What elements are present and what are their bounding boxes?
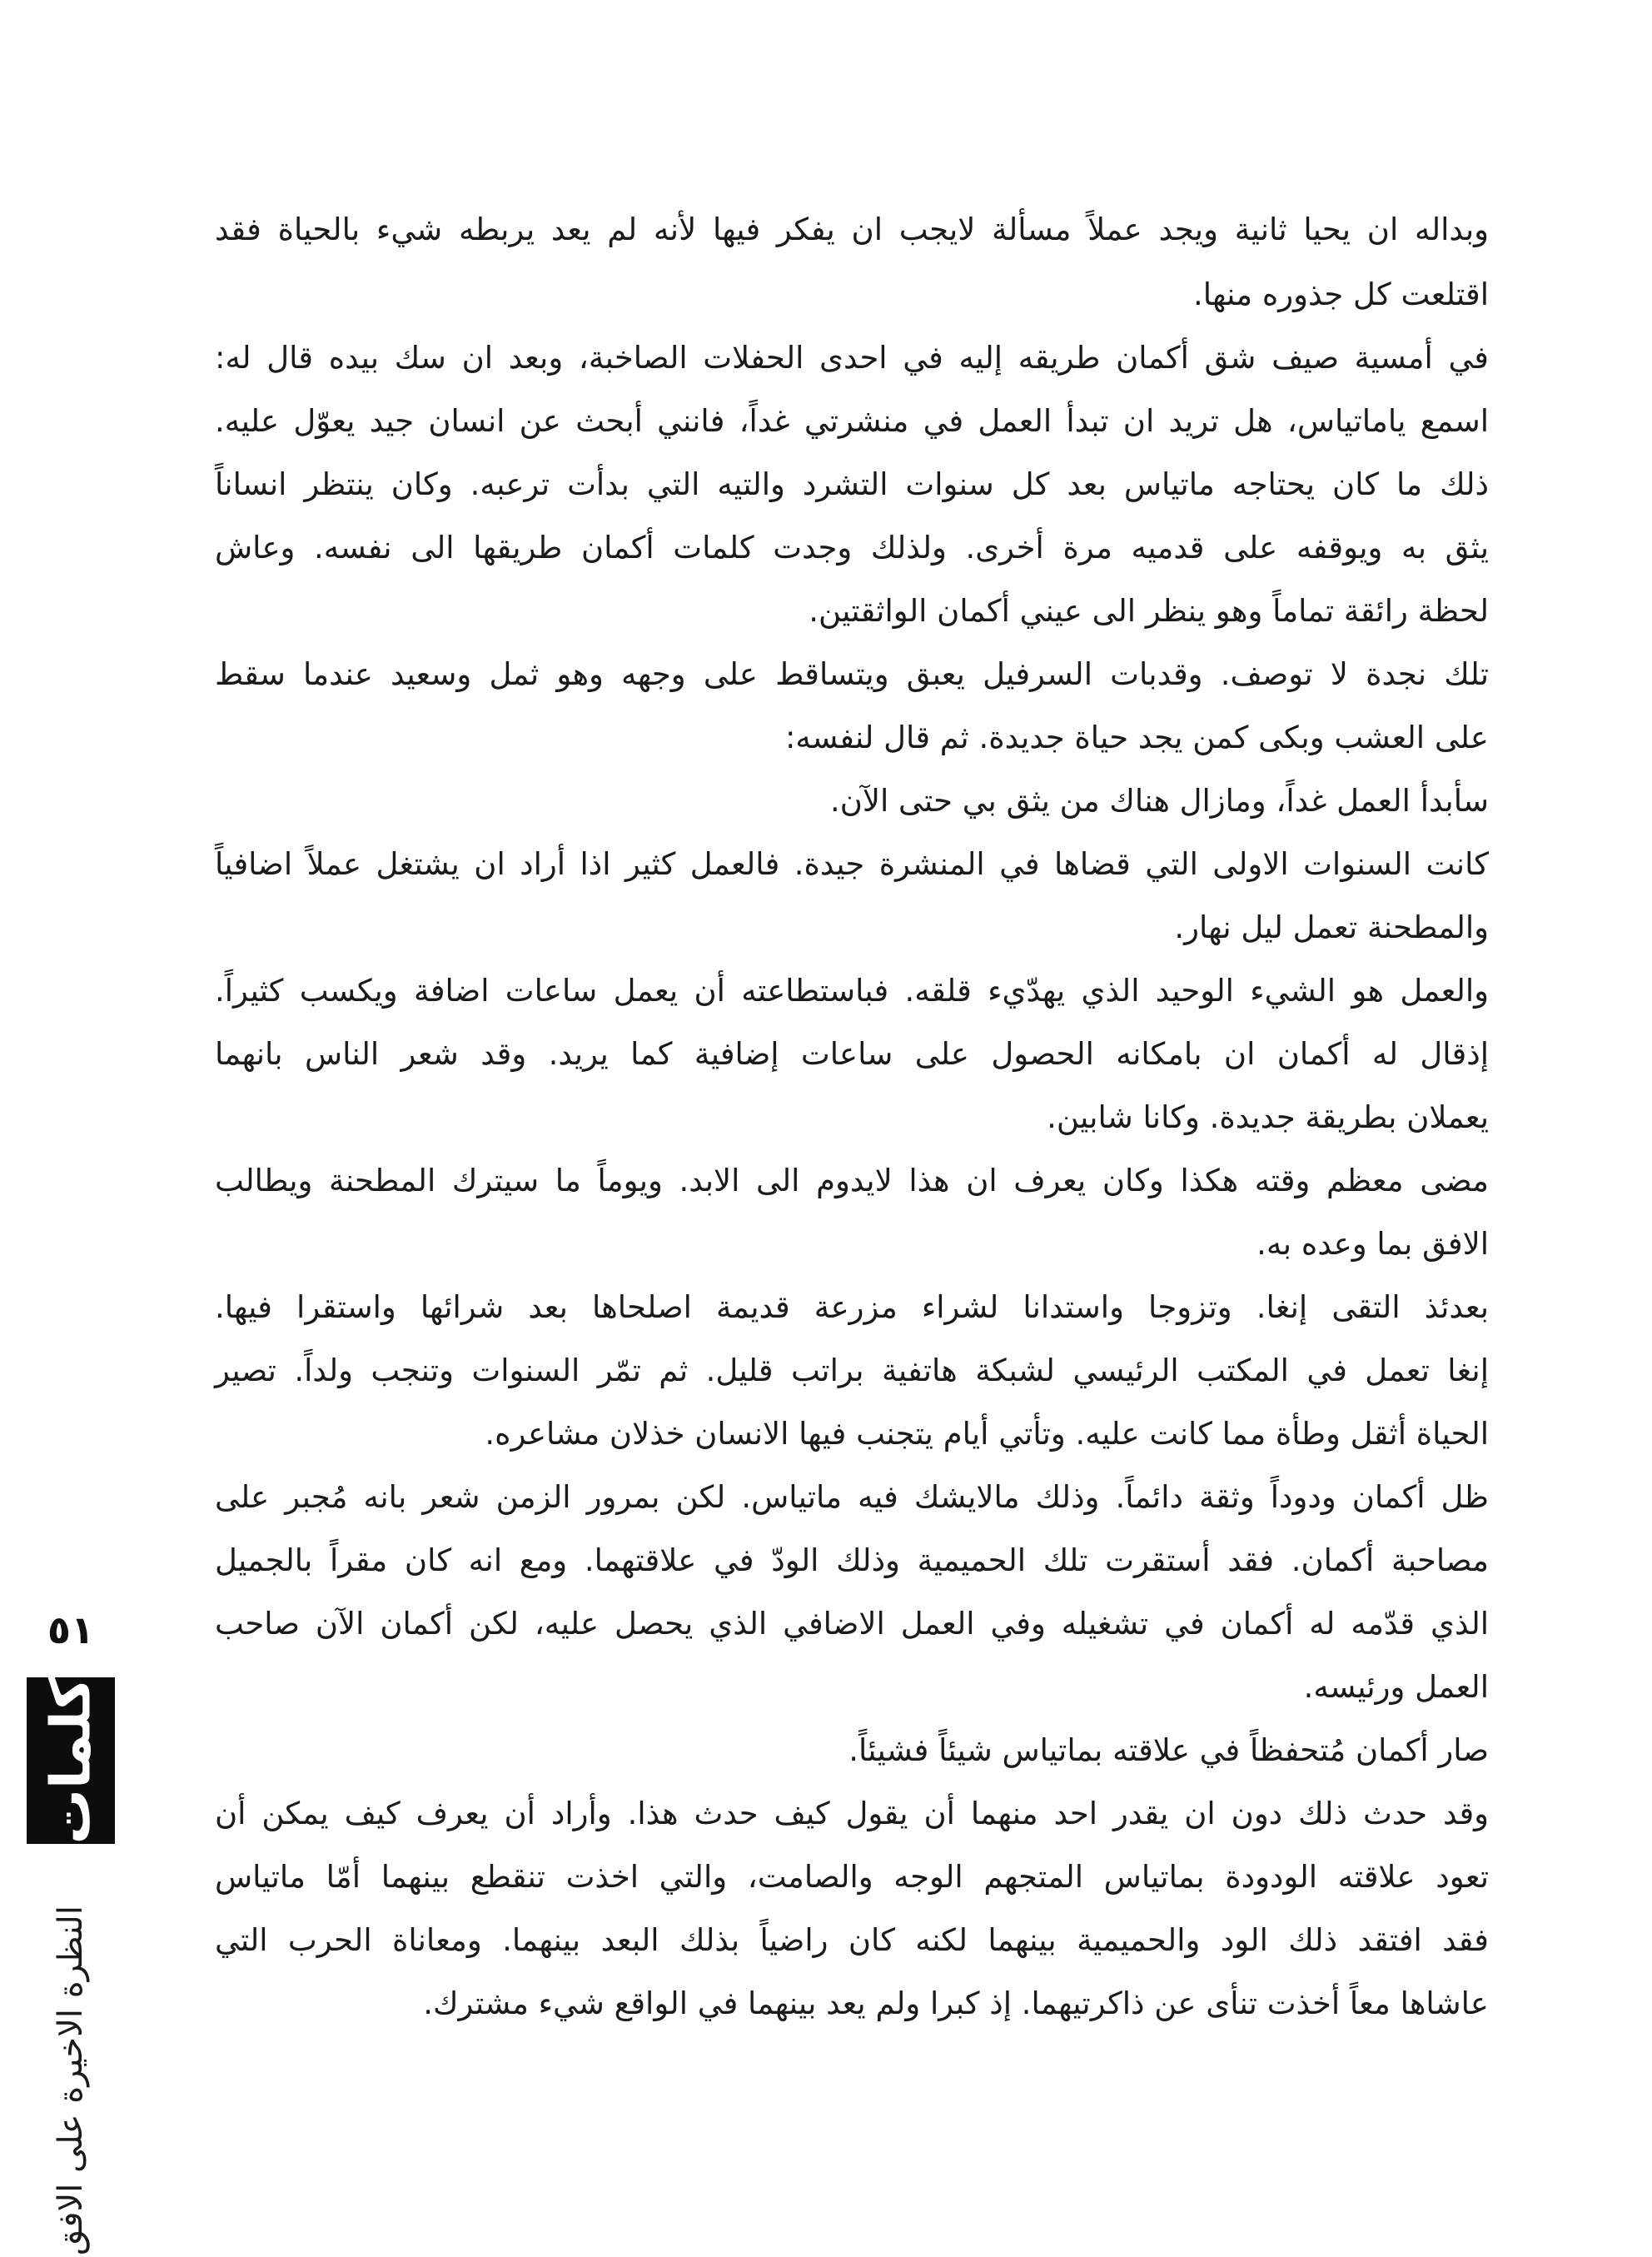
text-line: على العشب وبكى كمن يجد حياة جديدة. ثم قال لنفسه: [784, 720, 1489, 755]
text-line: مضى معظم وقته هكذا وكان يعرف ان هذا لايدوم الى الابد. ويوماً ما سيترك المطحنة ويطالب [215, 1163, 1489, 1198]
text-line: ظل أكمان ودوداً وثقة دائماً. وذلك مالايشك فيه ماتياس. لكن بمرور الزمن شعر بانه مُجبر على [215, 1479, 1489, 1515]
text-line: الافق بما وعده به. [1256, 1226, 1489, 1262]
magazine-name-tab [27, 1677, 115, 1844]
text-line: تعود علاقته الودودة بماتياس المتجهم الوجه والصامت، والتي اخذت تنقطع بينهما أمّا ماتياس [215, 1859, 1489, 1895]
text-line: اقتلعت كل جذوره منها. [1193, 277, 1489, 312]
page-number: ٥١ [47, 1607, 95, 1652]
text-line: والعمل هو الشيء الوحيد الذي يهدّيء قلقه. فباستطاعته أن يعمل ساعات اضافة ويكسب كثيراً. [215, 973, 1489, 1009]
magazine-name: كلمات [38, 1677, 103, 1845]
text-line: عاشاها معاً أخذت تنأى عن ذاكرتيهما. إذ كبرا ولم يعد بينهما في الواقع شيء مشترك. [423, 1985, 1489, 2021]
page-margin-band [17, 1607, 125, 2257]
text-line: والمطحنة تعمل ليل نهار. [1174, 909, 1489, 945]
text-line: في أمسية صيف شق أكمان طريقه إليه في احدى الحفلات الصاخبة، وبعد ان سك بيده قال له: [215, 340, 1489, 376]
text-line: صار أكمان مُتحفظاً في علاقته بماتياس شيئاً فشيئاً. [848, 1732, 1489, 1768]
text-line: لحظة رائقة تماماً وهو ينظر الى عيني أكمان الواثقتين. [809, 593, 1489, 629]
text-line: إنغا تعمل في المكتب الرئيسي لشبكة هاتفية براتب قليل. ثم تمّر السنوات وتنجب ولداً. تصير [215, 1353, 1489, 1388]
text-line: اسمع ياماتياس، هل تريد ان تبدأ العمل في منشرتي غداً، فانني أبحث عن انسان جيد يعوّل عليه. [215, 403, 1489, 439]
text-line: وبداله ان يحيا ثانية ويجد عملاً مسألة لايجب ان يفكر فيها لأنه لم يعد يربطه شيء بالحياة فقد [215, 212, 1489, 247]
text-line: بعدئذ التقى إنغا. وتزوجا واستدانا لشراء مزرعة قديمة اصلحاها بعد شرائها واستقرا فيها. [215, 1289, 1489, 1325]
text-line: العمل ورئيسه. [1303, 1669, 1489, 1705]
text-line: كانت السنوات الاولى التي قضاها في المنشرة جيدة. فالعمل كثير اذا أراد ان يشتغل عملاً اضافياً [215, 846, 1489, 882]
text-line: فقد افتقد ذلك الود والحميمية بينهما لكنه كان راضياً بذلك البعد بينهما. ومعاناة الحرب التي [215, 1922, 1489, 1958]
article-body [215, 205, 1489, 2129]
text-line: الحياة أثقل وطأة مما كانت عليه. وتأتي أيام يتجنب فيها الانسان خذلان مشاعره. [485, 1416, 1489, 1452]
text-line: يثق به ويوقفه على قدميه مرة أخرى. ولذلك وجدت كلمات أكمان طريقها الى نفسه. وعاش [215, 530, 1489, 565]
text-line: ذلك ما كان يحتاجه ماتياس بعد كل سنوات التشرد والتيه التي بدأت ترعبه. وكان ينتظر انساناً [215, 466, 1489, 502]
text-line: تلك نجدة لا توصف. وقدبات السرفيل يعبق ويتساقط على وجهه وهو ثمل وسعيد عندما سقط [215, 656, 1489, 692]
text-line: إذقال له أكمان ان بامكانه الحصول على ساعات إضافية كما يريد. وقد شعر الناس بانهما [215, 1036, 1489, 1072]
text-line: سأبدأ العمل غداً، ومازال هناك من يثق بي حتى الآن. [829, 783, 1489, 819]
text-line: يعملان بطريقة جديدة. وكانا شابين. [1047, 1099, 1489, 1135]
text-line: الذي قدّمه له أكمان في تشغيله وفي العمل الاضافي الذي يحصل عليه، لكن أكمان الآن صاحب [215, 1606, 1489, 1642]
text-line: مصاحبة أكمان. فقد أستقرت تلك الحميمية وذلك الودّ في علاقتهما. ومع انه كان مقراً بالجميل [215, 1542, 1489, 1578]
section-title: النظرة الاخيرة على الافق [52, 1906, 90, 2255]
text-line: وقد حدث ذلك دون ان يقدر احد منهما أن يقول كيف حدث هذا. وأراد أن يعرف كيف يمكن أن [215, 1796, 1489, 1831]
